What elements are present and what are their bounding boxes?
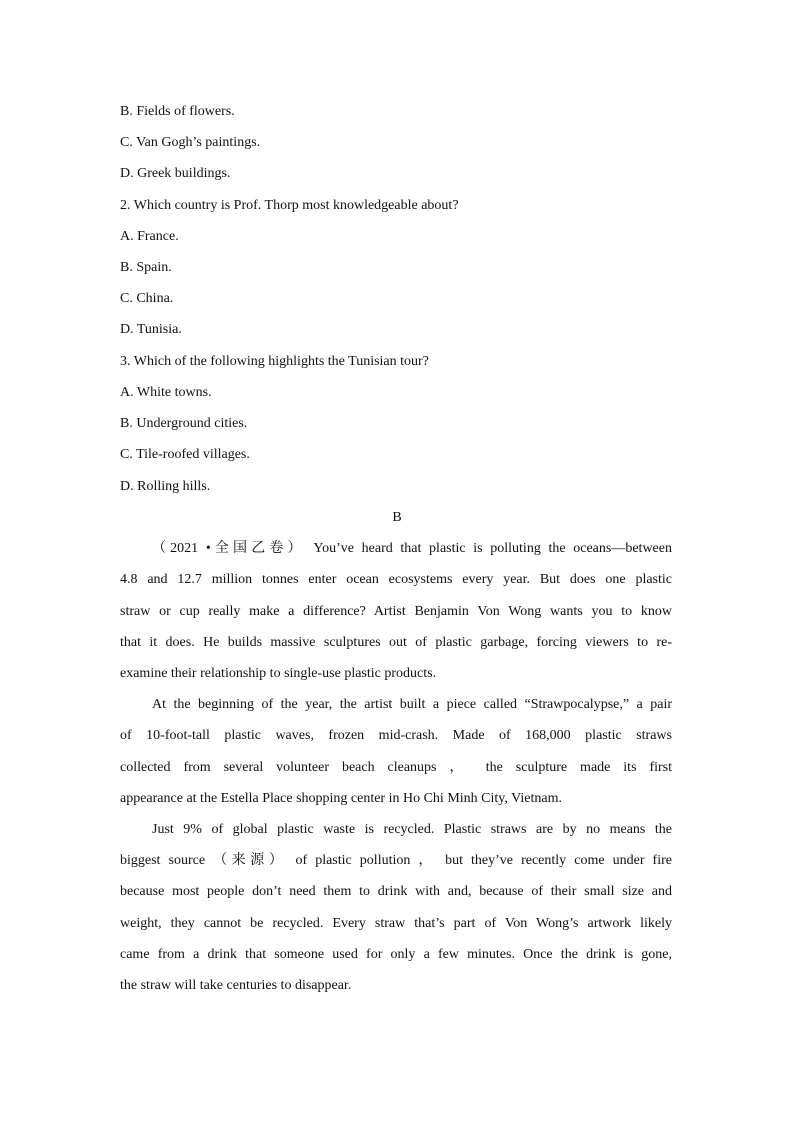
paragraph-1-line: examine their relationship to single-use plastic products. xyxy=(120,666,437,681)
paragraph-3-line: the straw will take centuries to disappear. xyxy=(120,978,352,993)
paragraph-2-line: of 10-foot-tall plastic waves, frozen mid-crash. Made of 168,000 plastic straws xyxy=(120,728,672,743)
paragraph-3-line: Just 9% of global plastic waste is recycled. Plastic straws are by no means the xyxy=(152,822,672,837)
option-q2-d: D. Tunisia. xyxy=(120,322,182,337)
paragraph-1-line: （2021 •全国乙卷） You’ve heard that plastic is polluting the oceans—between xyxy=(152,541,672,556)
paragraph-1-line: 4.8 and 12.7 million tonnes enter ocean ecosystems every year. But does one plastic xyxy=(120,572,672,587)
option-q2-c: C. China. xyxy=(120,291,174,306)
option-q3-a: A. White towns. xyxy=(120,385,212,400)
paragraph-2-line: At the beginning of the year, the artist built a piece called “Strawpocalypse,” a pair xyxy=(152,697,672,712)
paragraph-1-line: that it does. He builds massive sculptures out of plastic garbage, forcing viewers to re- xyxy=(120,635,672,650)
paragraph-3-line: because most people don’t need them to drink with and, because of their small size and xyxy=(120,884,672,899)
paragraph-2-line: appearance at the Estella Place shopping center in Ho Chi Minh City, Vietnam. xyxy=(120,791,562,806)
section-heading: B xyxy=(392,510,402,525)
paragraph-3-line: came from a drink that someone used for only a few minutes. Once the drink is gone, xyxy=(120,947,672,962)
question-2: 2. Which country is Prof. Thorp most knowledgeable about? xyxy=(120,198,459,213)
paragraph-2-line: collected from several volunteer beach cleanups ， the sculpture made its first xyxy=(120,760,672,775)
paragraph-3-line: weight, they cannot be recycled. Every straw that’s part of Von Wong’s artwork likely xyxy=(120,916,672,931)
paragraph-1-line: straw or cup really make a difference? Artist Benjamin Von Wong wants you to know xyxy=(120,604,672,619)
option-q1-d: D. Greek buildings. xyxy=(120,166,231,181)
option-q3-b: B. Underground cities. xyxy=(120,416,248,431)
question-3: 3. Which of the following highlights the Tunisian tour? xyxy=(120,354,429,369)
option-q3-c: C. Tile-roofed villages. xyxy=(120,447,250,462)
option-q2-b: B. Spain. xyxy=(120,260,172,275)
option-q3-d: D. Rolling hills. xyxy=(120,479,211,494)
option-q1-c: C. Van Gogh’s paintings. xyxy=(120,135,261,150)
paragraph-3-line: biggest source （来源） of plastic pollution ， but they’ve recently come under fire xyxy=(120,853,672,868)
option-q2-a: A. France. xyxy=(120,229,179,244)
option-q1-b: B. Fields of flowers. xyxy=(120,104,235,119)
